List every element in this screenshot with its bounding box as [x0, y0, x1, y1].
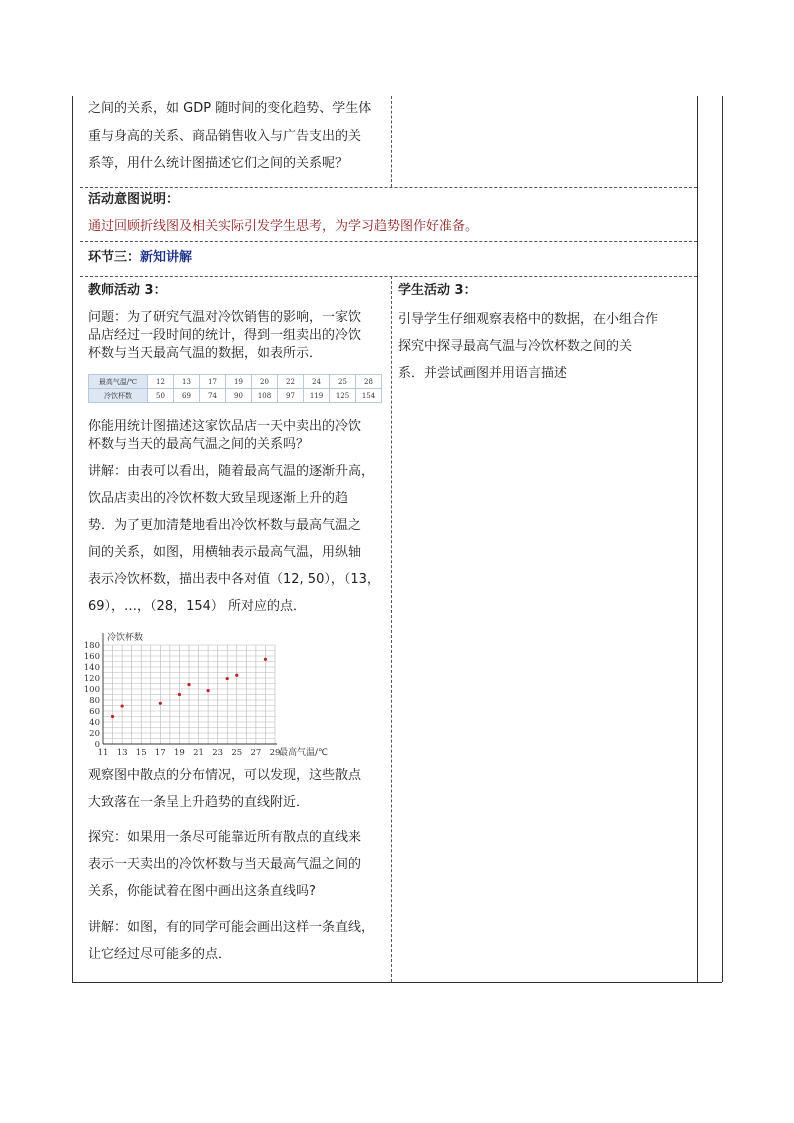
table-cell: 69 — [174, 389, 200, 403]
intro-line-3: 系等，用什么统计图描述它们之间的关系呢？ — [88, 156, 349, 171]
explore-line-1: 探究：如果用一条尽可能靠近所有散点的直线来 — [88, 830, 362, 845]
explain-line-1: 讲解：由表可以看出，随着最高气温的逐渐升高， — [88, 464, 375, 479]
table-cell: 25 — [330, 375, 356, 389]
y-tick-label: 60 — [89, 707, 100, 717]
section-heading — [88, 244, 192, 271]
y-tick-label: 0 — [94, 740, 100, 750]
table-row-cups — [89, 389, 382, 403]
column-divider-top — [391, 96, 392, 187]
data-point — [264, 658, 267, 661]
table-label-cups: 冷饮杯数 — [89, 389, 148, 403]
question-line-1: 你能用统计图描述这家饮品店一天中卖出的冷饮 — [88, 419, 362, 434]
table-cell: 19 — [226, 375, 252, 389]
explore-line-3: 关系，你能试着在图中画出这条直线吗? — [88, 884, 316, 899]
data-point — [121, 704, 124, 707]
table-cell: 12 — [148, 375, 174, 389]
data-point — [159, 702, 162, 705]
table-cell: 13 — [174, 375, 200, 389]
x-tick-label: 19 — [174, 748, 185, 758]
table-cell: 24 — [304, 375, 330, 389]
problem-line-3: 杯数与当天最高气温的数据，如表所示． — [88, 346, 323, 361]
scatter-chart — [83, 632, 344, 758]
x-tick-label: 21 — [193, 748, 204, 758]
final-line-1: 讲解：如图，有的同学可能会画出这样一条直线， — [88, 920, 375, 935]
explore-line-2: 表示一天卖出的冷饮杯数与当天最高气温之间的 — [88, 857, 362, 872]
explain-line-2: 饮品店卖出的冷饮杯数大致呈现逐渐上升的趋 — [88, 491, 349, 506]
x-tick-label: 23 — [212, 748, 224, 758]
data-point — [178, 693, 181, 696]
table-cell: 22 — [278, 375, 304, 389]
table-cell: 154 — [356, 389, 382, 403]
x-tick-label: 13 — [116, 748, 128, 758]
row-divider-3 — [80, 276, 697, 277]
table-row-temperature — [89, 375, 382, 389]
table-cell: 28 — [356, 375, 382, 389]
student-activity-title: 学生活动 3： — [398, 283, 477, 298]
section-prefix: 环节三： — [88, 250, 141, 265]
y-tick-label: 120 — [83, 674, 100, 684]
observe-line-2: 大致落在一条呈上升趋势的直线附近． — [88, 795, 310, 810]
x-tick-label: 17 — [154, 748, 166, 758]
y-tick-label: 140 — [83, 663, 100, 673]
data-point — [111, 715, 114, 718]
table-cell: 74 — [200, 389, 226, 403]
table-cell: 90 — [226, 389, 252, 403]
frame-right-border — [722, 96, 723, 982]
student-line-1: 引导学生仔细观察表格中的数据，在小组合作 — [398, 312, 659, 327]
table-cell: 17 — [200, 375, 226, 389]
y-tick-label: 20 — [89, 729, 100, 739]
x-tick-label: 27 — [250, 748, 262, 758]
data-point — [187, 683, 190, 686]
x-tick-label: 29 — [269, 748, 281, 758]
data-point — [226, 677, 229, 680]
explain-line-6: 69），…，（28，154） 所对应的点． — [88, 599, 307, 614]
question-line-2: 杯数与当天的最高气温之间的关系吗？ — [88, 437, 310, 452]
y-tick-label: 80 — [89, 696, 100, 706]
y-tick-label: 160 — [83, 652, 100, 662]
table-label-temperature: 最高气温/℃ — [89, 375, 148, 389]
data-point — [207, 689, 210, 692]
table-cell: 20 — [252, 375, 278, 389]
y-tick-label: 100 — [83, 685, 100, 695]
student-line-3: 系．并尝试画图并用语言描述 — [398, 366, 568, 381]
y-tick-label: 40 — [89, 718, 100, 728]
intent-text: 通过回顾折线图及相关实际引发学生思考，为学习趋势图作好准备。 — [88, 219, 479, 234]
explain-line-5: 表示冷饮杯数，描出表中各对值（12, 50），（13， — [88, 572, 380, 587]
x-tick-label: 15 — [135, 748, 147, 758]
explain-line-4: 间的关系，如图，用横轴表示最高气温，用纵轴 — [88, 545, 362, 560]
row-divider-2 — [80, 241, 697, 242]
x-axis-label: 最高气温/℃ — [279, 748, 329, 758]
intent-title: 活动意图说明： — [88, 192, 180, 207]
section-name: 新知讲解 — [140, 250, 193, 265]
table-cell: 108 — [252, 389, 278, 403]
table-cell: 50 — [148, 389, 174, 403]
table-cell: 125 — [330, 389, 356, 403]
column-divider-main — [391, 276, 392, 982]
explain-line-3: 势．为了更加清楚地看出冷饮杯数与最高气温之 — [88, 518, 362, 533]
intro-line-1: 之间的关系，如 GDP 随时间的变化趋势、学生体 — [88, 101, 372, 116]
frame-inner-right — [697, 96, 698, 982]
problem-line-1: 问题：为了研究气温对冷饮销售的影响，一家饮 — [88, 310, 362, 325]
y-axis-label: 冷饮杯数 — [107, 633, 144, 643]
table-cell: 97 — [278, 389, 304, 403]
student-line-2: 探究中探寻最高气温与冷饮杯数之间的关 — [398, 339, 633, 354]
observe-line-1: 观察图中散点的分布情况，可以发现，这些散点 — [88, 768, 362, 783]
teacher-activity-title: 教师活动 3： — [88, 283, 167, 298]
final-line-2: 让它经过尽可能多的点． — [88, 947, 232, 962]
y-tick-label: 180 — [83, 641, 100, 651]
frame-left-border — [72, 96, 73, 982]
intro-line-2: 重与身高的关系、商品销售收入与广告支出的关 — [88, 129, 362, 144]
problem-line-2: 品店经过一段时间的统计，得到一组卖出的冷饮 — [88, 328, 362, 343]
frame-bottom-border — [72, 982, 722, 983]
x-tick-label: 25 — [231, 748, 243, 758]
data-table — [88, 374, 382, 403]
x-tick-label: 11 — [97, 748, 109, 758]
data-point — [235, 674, 238, 677]
table-cell: 119 — [304, 389, 330, 403]
